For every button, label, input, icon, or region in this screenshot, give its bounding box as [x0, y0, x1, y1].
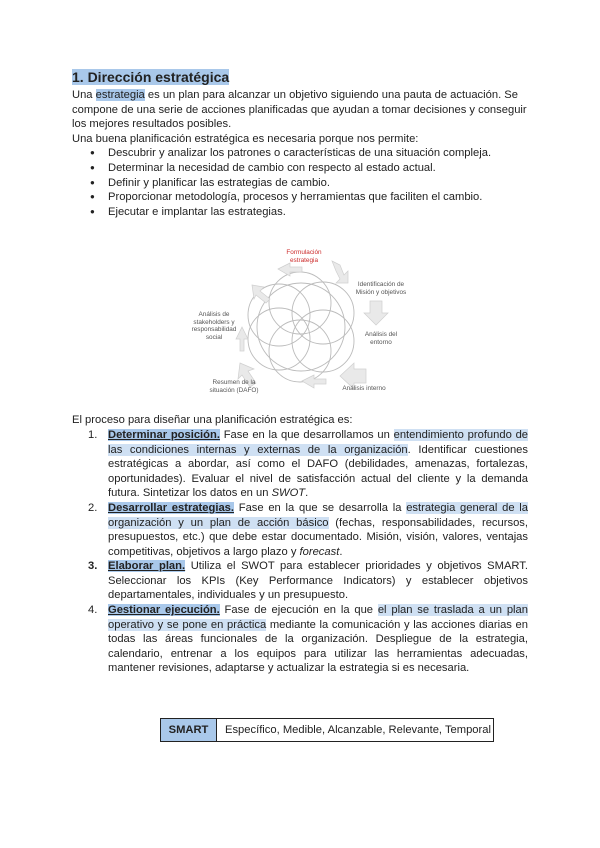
strategy-cycle-diagram	[182, 243, 442, 413]
list-item: 1. Determinar posición. Fase en la que desarrollamos un entendimiento profundo de las condiciones internas y externas de la organización. Identificar cuestiones estratégicas a abordar, así como el DAFO (debilidades, amenazas, fortalezas, oportunidades). Evaluar el nivel de satisfacción actual del cliente y la demanda futura. Sintetizar los datos en un SWOT.	[88, 428, 529, 500]
arrow-right	[364, 301, 388, 325]
list-item: ● Descubrir y analizar los patrones o características de una situación compleja.	[86, 146, 528, 161]
step-title: Desarrollar estrategias.	[108, 501, 234, 514]
list-item: ● Proporcionar metodología, procesos y herramientas que faciliten el cambio.	[86, 190, 528, 205]
smart-value: Específico, Medible, Alcanzable, Relevante, Temporal	[225, 723, 491, 736]
label-entorno: Análisis del entorno	[364, 331, 398, 346]
benefits-list	[86, 146, 528, 219]
label-formulacion: Formulación estrategia	[286, 249, 322, 264]
list-item: ● Determinar la necesidad de cambio con respecto al estado actual.	[86, 161, 528, 176]
label-interno: Análisis interno	[342, 385, 386, 393]
label-dafo: Resumen de la situación (DAFO)	[209, 379, 259, 394]
benefits-intro: Una buena planificación estratégica es necesaria porque nos permite:	[72, 132, 419, 145]
label-mision: Identificación de Misión y objetivos	[355, 281, 407, 296]
keyword-estrategia: estrategia	[95, 89, 145, 101]
list-item: ● Definir y planificar las estrategias de cambio.	[86, 176, 528, 191]
step-title: Determinar posición.	[108, 428, 220, 441]
arrow-top-left	[252, 285, 270, 303]
step-title: Elaborar plan.	[108, 560, 186, 573]
arrow-top	[278, 263, 302, 276]
section-heading: 1. Dirección estratégica	[72, 69, 230, 85]
process-intro: El proceso para diseñar una planificación estratégica es:	[72, 414, 353, 427]
smart-key: SMART	[161, 719, 217, 741]
list-item: 4. Gestionar ejecución. Fase de ejecución en la que el plan se traslada a un plan operativo y se pone en práctica mediante la comunicación y las acciones diarias en todas las áreas funcionales de la organización. Despliegue de la estrategia, calendario, entrenar a los equipos para utilizar las herramientas adecuadas, mantener revisiones, adaptarse y actualizar la estrategia si es necesaria.	[88, 604, 528, 675]
process-steps	[88, 428, 528, 676]
smart-table	[160, 718, 494, 742]
list-item: 2. Desarrollar estrategias. Fase en la que se desarrolla la estrategia general de la organización y un plan de acción básico (fechas, responsabilidades, recursos, presupuestos, etc.) que debe estar documentado. Misión, visión, valores, ventajas competitivas, objetivos a largo plazo y forecast.	[88, 501, 528, 558]
arrow-top-right	[332, 261, 348, 283]
label-stakeholders: Análisis de stakeholders y responsabilidad social	[191, 311, 237, 341]
arrow-bottom	[302, 375, 326, 388]
step-title: Gestionar ejecución.	[108, 604, 220, 617]
intro-paragraph: Una estrategia es un plan para alcanzar un objetivo siguiendo una pauta de actuación. Se compone de una serie de acciones planificadas que ayudan a tomar decisiones y conseguir los mejores resultados posibles.	[72, 89, 527, 131]
list-item: 3. Elaborar plan. Utiliza el SWOT para establecer prioridades y objetivos SMART. Seleccionar los KPIs (Key Performance Indicators) y establecer objetivos departamentales, individuales y un presupuesto.	[88, 560, 529, 602]
list-item: ● Ejecutar e implantar las estrategias.	[86, 205, 528, 220]
